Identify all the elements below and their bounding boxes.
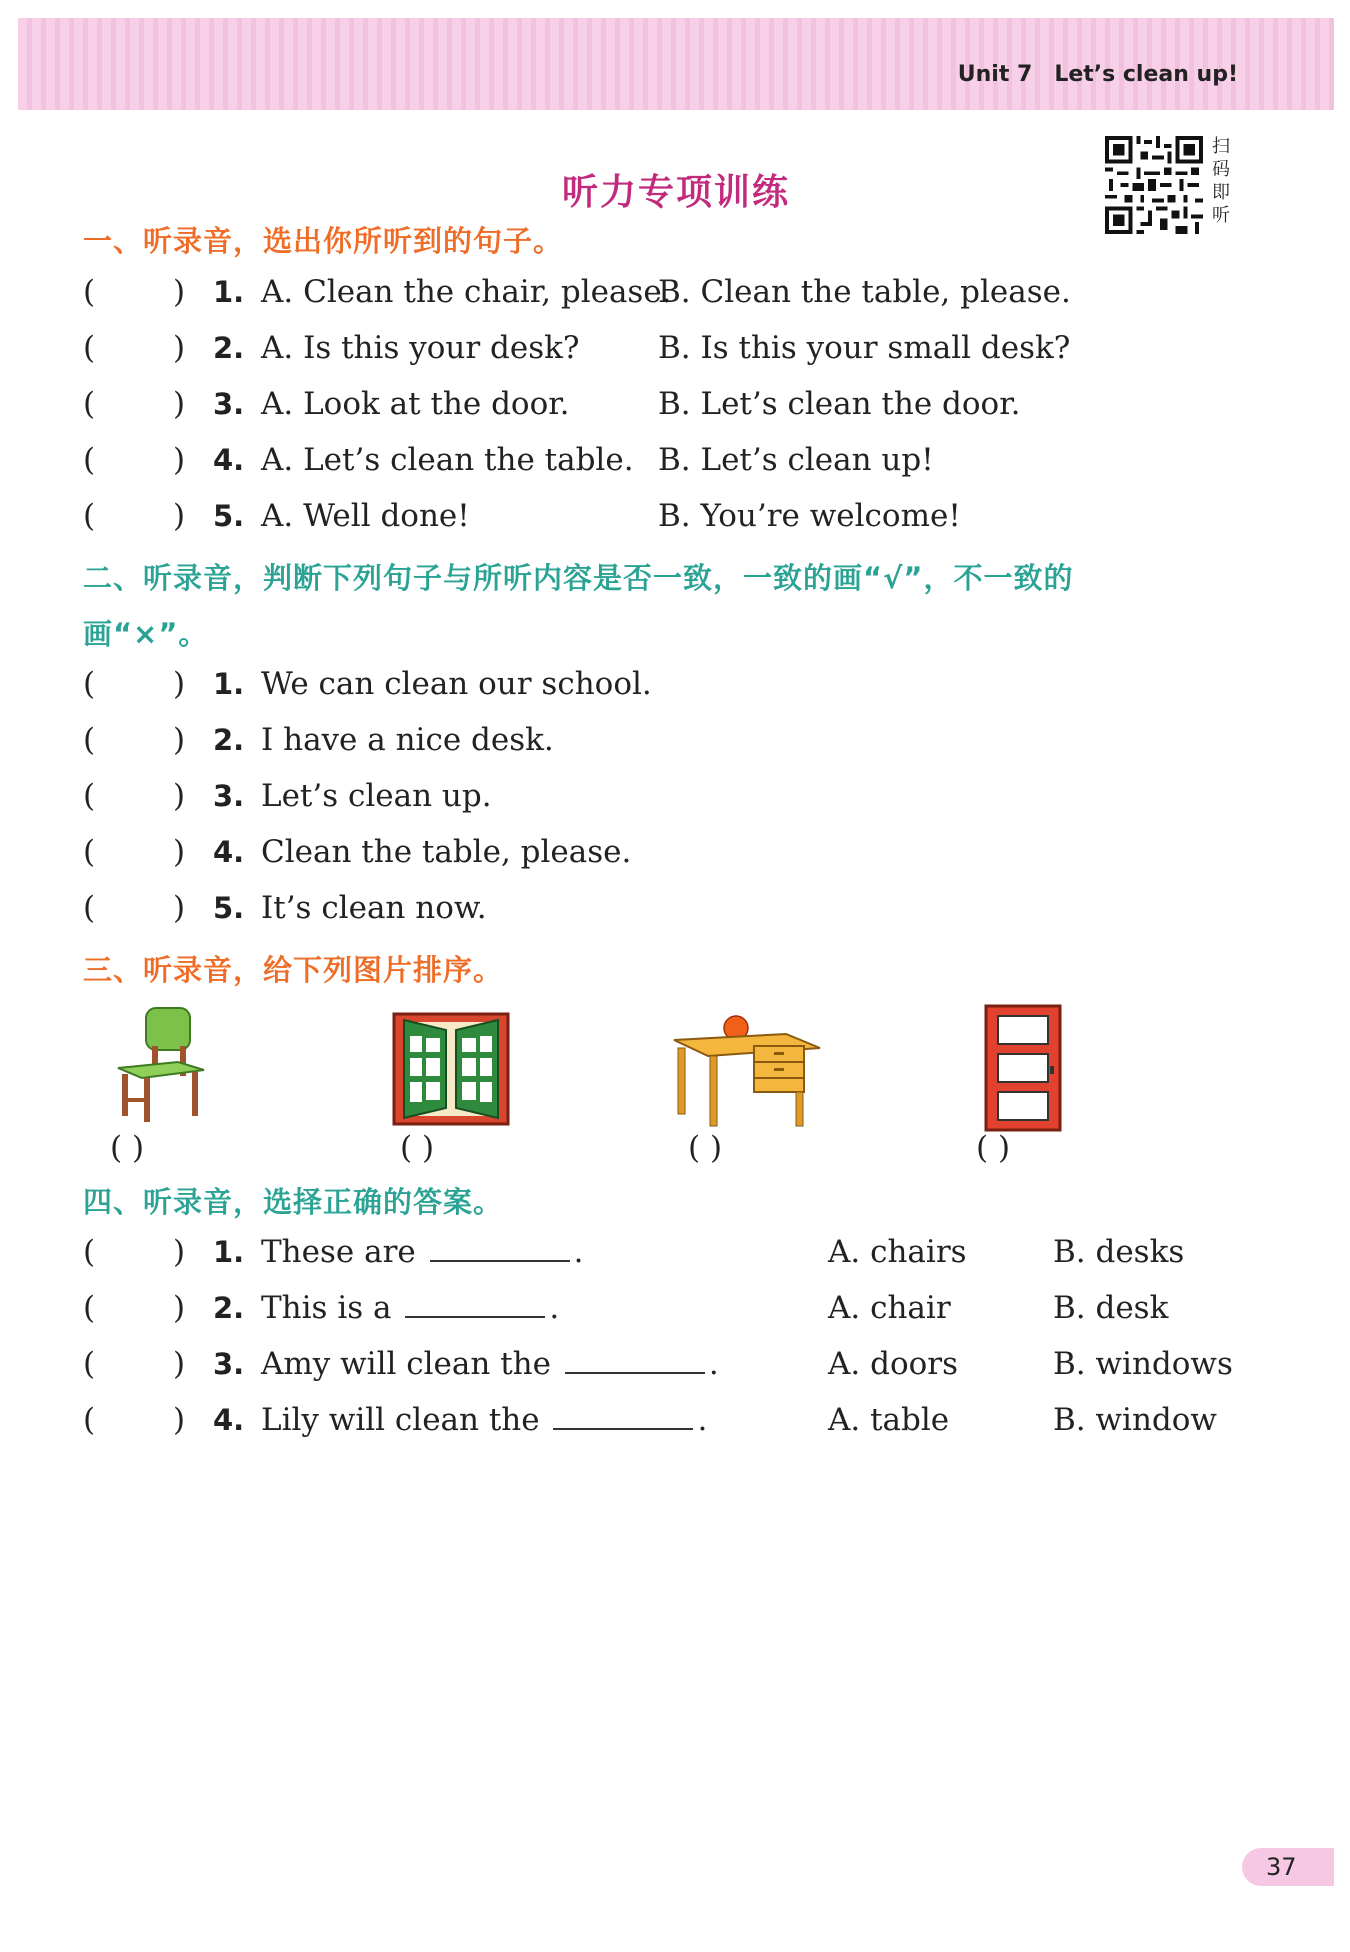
page-title: 听力专项训练 (561, 172, 790, 213)
option-a: A. Look at the door. (261, 386, 570, 422)
option-b: B. Is this your small desk? (658, 330, 1071, 366)
worksheet-page (18, 18, 1334, 1936)
item-number: 3. (213, 1347, 245, 1381)
option-a: A. chair (828, 1290, 951, 1326)
item-number: 2. (213, 1291, 245, 1325)
chair-answer-paren[interactable]: ( ) (110, 1130, 145, 1166)
option-a: A. Let’s clean the table. (261, 442, 634, 478)
option-a: A. Is this your desk? (261, 330, 580, 366)
unit-label: Unit 7 (957, 62, 1033, 87)
answer-paren[interactable]: ( ) (83, 386, 186, 422)
option-b: B. desk (1053, 1290, 1169, 1326)
item-number: 3. (213, 387, 245, 421)
item-number: 1. (213, 667, 245, 701)
section2-heading-cont: 画“×”。 (83, 617, 209, 651)
section4-heading: 四、听录音，选择正确的答案。 (83, 1185, 504, 1219)
answer-paren[interactable]: ( ) (83, 778, 186, 814)
unit-title: Let’s clean up! (1054, 62, 1238, 87)
option-b: B. Let’s clean up! (658, 442, 934, 478)
statement: Let’s clean up. (261, 778, 492, 814)
desk-answer-paren[interactable]: ( ) (688, 1130, 723, 1166)
item-number: 2. (213, 331, 245, 365)
item-number: 3. (213, 779, 245, 813)
statement: I have a nice desk. (261, 722, 554, 758)
question-stem: These are . (261, 1228, 583, 1276)
answer-paren[interactable]: ( ) (83, 1290, 186, 1326)
option-b: B. You’re welcome! (658, 498, 961, 534)
option-b: B. Clean the table, please. (658, 274, 1071, 310)
unit-header (958, 62, 1238, 87)
section1-heading: 一、听录音，选出你所听到的句子。 (83, 224, 564, 258)
option-a: A. Well done! (261, 498, 470, 534)
option-a: A. Clean the chair, please. (261, 274, 672, 310)
option-b: B. Let’s clean the door. (658, 386, 1021, 422)
item-number: 4. (213, 835, 245, 869)
item-number: 1. (213, 1235, 245, 1269)
statement: It’s clean now. (261, 890, 487, 926)
answer-paren[interactable]: ( ) (83, 1402, 186, 1438)
question-stem: This is a . (261, 1284, 559, 1332)
answer-paren[interactable]: ( ) (83, 666, 186, 702)
item-number: 4. (213, 1403, 245, 1437)
qr-code-icon[interactable] (1105, 136, 1203, 234)
item-number: 5. (213, 499, 245, 533)
option-a: A. table (828, 1402, 950, 1438)
statement: Clean the table, please. (261, 834, 632, 870)
answer-paren[interactable]: ( ) (83, 834, 186, 870)
section3-heading: 三、听录音，给下列图片排序。 (83, 953, 504, 987)
door-icon (984, 1004, 1062, 1132)
answer-blank[interactable] (430, 1230, 570, 1262)
desk-icon (670, 1010, 822, 1130)
answer-blank[interactable] (565, 1342, 705, 1374)
item-number: 1. (213, 275, 245, 309)
section2-heading: 二、听录音，判断下列句子与所听内容是否一致，一致的画“√”，不一致的 (83, 561, 1074, 595)
answer-paren[interactable]: ( ) (83, 890, 186, 926)
answer-paren[interactable]: ( ) (83, 330, 186, 366)
item-number: 2. (213, 723, 245, 757)
statement: We can clean our school. (261, 666, 652, 702)
item-number: 4. (213, 443, 245, 477)
scan-to-listen-label: 扫 码 即 听 (1212, 136, 1230, 226)
page-number: 37 (1242, 1848, 1334, 1886)
answer-paren[interactable]: ( ) (83, 1234, 186, 1270)
window-icon (392, 1010, 510, 1128)
answer-paren[interactable]: ( ) (83, 442, 186, 478)
answer-paren[interactable]: ( ) (83, 722, 186, 758)
question-stem: Amy will clean the . (261, 1340, 719, 1388)
option-b: B. window (1053, 1402, 1217, 1438)
item-number: 5. (213, 891, 245, 925)
door-answer-paren[interactable]: ( ) (976, 1130, 1011, 1166)
answer-paren[interactable]: ( ) (83, 1346, 186, 1382)
answer-paren[interactable]: ( ) (83, 498, 186, 534)
option-a: A. doors (828, 1346, 958, 1382)
chair-icon (108, 1006, 218, 1126)
answer-blank[interactable] (553, 1398, 693, 1430)
answer-paren[interactable]: ( ) (83, 274, 186, 310)
option-b: B. windows (1053, 1346, 1233, 1382)
option-a: A. chairs (828, 1234, 967, 1270)
answer-blank[interactable] (405, 1286, 545, 1318)
question-stem: Lily will clean the . (261, 1396, 707, 1444)
option-b: B. desks (1053, 1234, 1185, 1270)
window-answer-paren[interactable]: ( ) (400, 1130, 435, 1166)
